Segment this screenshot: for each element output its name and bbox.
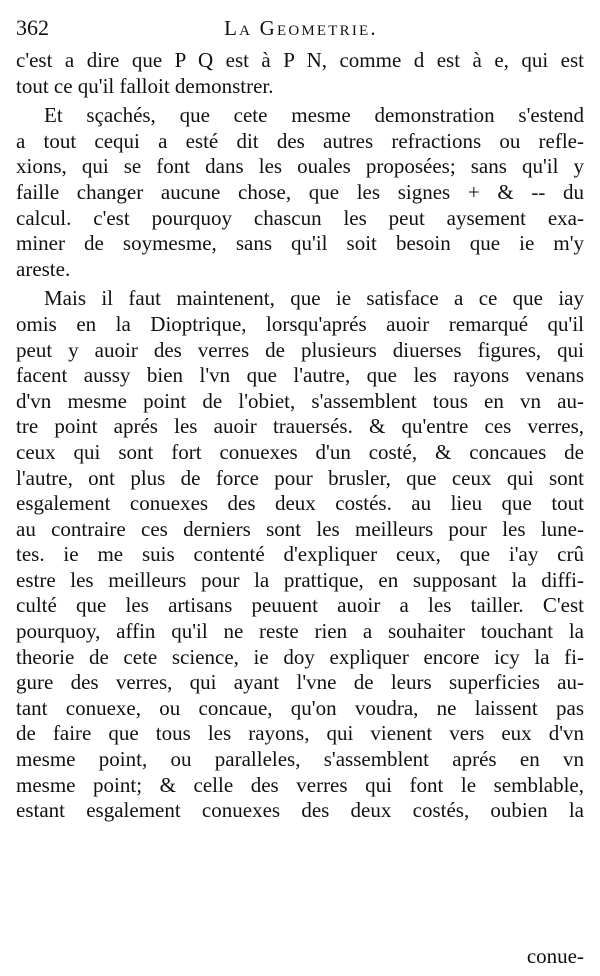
paragraph-2 <box>16 103 584 282</box>
text-line: c'est a dire que P Q est à P N, comme d est à e, qui est <box>16 48 584 72</box>
text-line: culté que les artisans peuuent auoir a les tailler. C'est <box>16 593 584 618</box>
text-line: xions, qui se font dans les ouales proposées; sans qu'il y <box>16 154 584 179</box>
text-line: omis en la Dioptrique, lorsqu'aprés auoir remarqué qu'il <box>16 311 584 336</box>
text-line: faille changer aucune chose, que les signes + & -- du <box>16 179 584 204</box>
body-text <box>16 48 584 824</box>
text-line: ceux qui sont fort conuexes d'un costé, & concaues de <box>16 439 584 464</box>
text-line: gure des verres, qui ayant l'vne de leurs superficies au- <box>16 670 584 695</box>
text-line: tre point aprés les auoir trauersés. & qu'entre ces verres, <box>16 414 584 439</box>
text-line: tes. ie me suis contenté d'expliquer ceux, que i'ay crû <box>16 542 584 567</box>
catchword: conue- <box>526 944 584 968</box>
text-line: d'vn mesme point de l'obiet, s'assemblent tous en vn au- <box>16 388 584 413</box>
text-line: esgalement conuexes des deux costés. au lieu que tout <box>16 491 584 516</box>
text-line: estant esgalement conuexes des deux costés, oubien la <box>16 798 584 823</box>
text-line: l'autre, ont plus de force pour brusler, que ceux qui sont <box>16 465 584 490</box>
text-line: Et sçachés, que cete mesme demonstration s'estend <box>44 103 584 128</box>
text-line: mesme point, ou paralleles, s'assemblent aprés en vn <box>16 747 584 772</box>
text-line: areste. <box>16 256 71 281</box>
text-line: peut y auoir des verres de plusieurs diuerses figures, qui <box>16 337 584 362</box>
running-title: La Geometrie. <box>224 16 378 40</box>
text-line: miner de soymesme, sans qu'il soit besoin que ie m'y <box>16 231 584 256</box>
page-header <box>16 8 584 42</box>
text-line: tout ce qu'il falloit demonstrer. <box>16 73 274 98</box>
page-number: 362 <box>16 15 49 40</box>
text-line: calcul. c'est pourquoy chascun les peut aysement exa- <box>16 205 584 230</box>
text-line: mesme point; & celle des verres qui font le semblable, <box>16 772 584 797</box>
text-line: theorie de cete science, ie doy expliquer encore icy la fi- <box>16 644 584 669</box>
text-line: a tout cequi a esté dit des autres refractions ou refle- <box>16 128 584 153</box>
text-line: de faire que tous les rayons, qui vienent vers eux d'vn <box>16 721 584 746</box>
paragraph-3 <box>16 286 584 823</box>
text-line: facent aussy bien l'vn que l'autre, que les rayons venans <box>16 363 584 388</box>
text-line: estre les meilleurs pour la prattique, en supposant la diffi- <box>16 567 584 592</box>
text-line: tant conuexe, ou concaue, qu'on voudra, ne laissent pas <box>16 695 584 720</box>
paragraph-1 <box>16 48 584 99</box>
text-line: Mais il faut maintenent, que ie satisface a ce que iay <box>44 286 584 311</box>
text-line: pourquoy, affin qu'il ne reste rien a souhaiter touchant la <box>16 619 584 644</box>
text-line: au contraire ces derniers sont les meilleurs pour les lune- <box>16 516 584 541</box>
